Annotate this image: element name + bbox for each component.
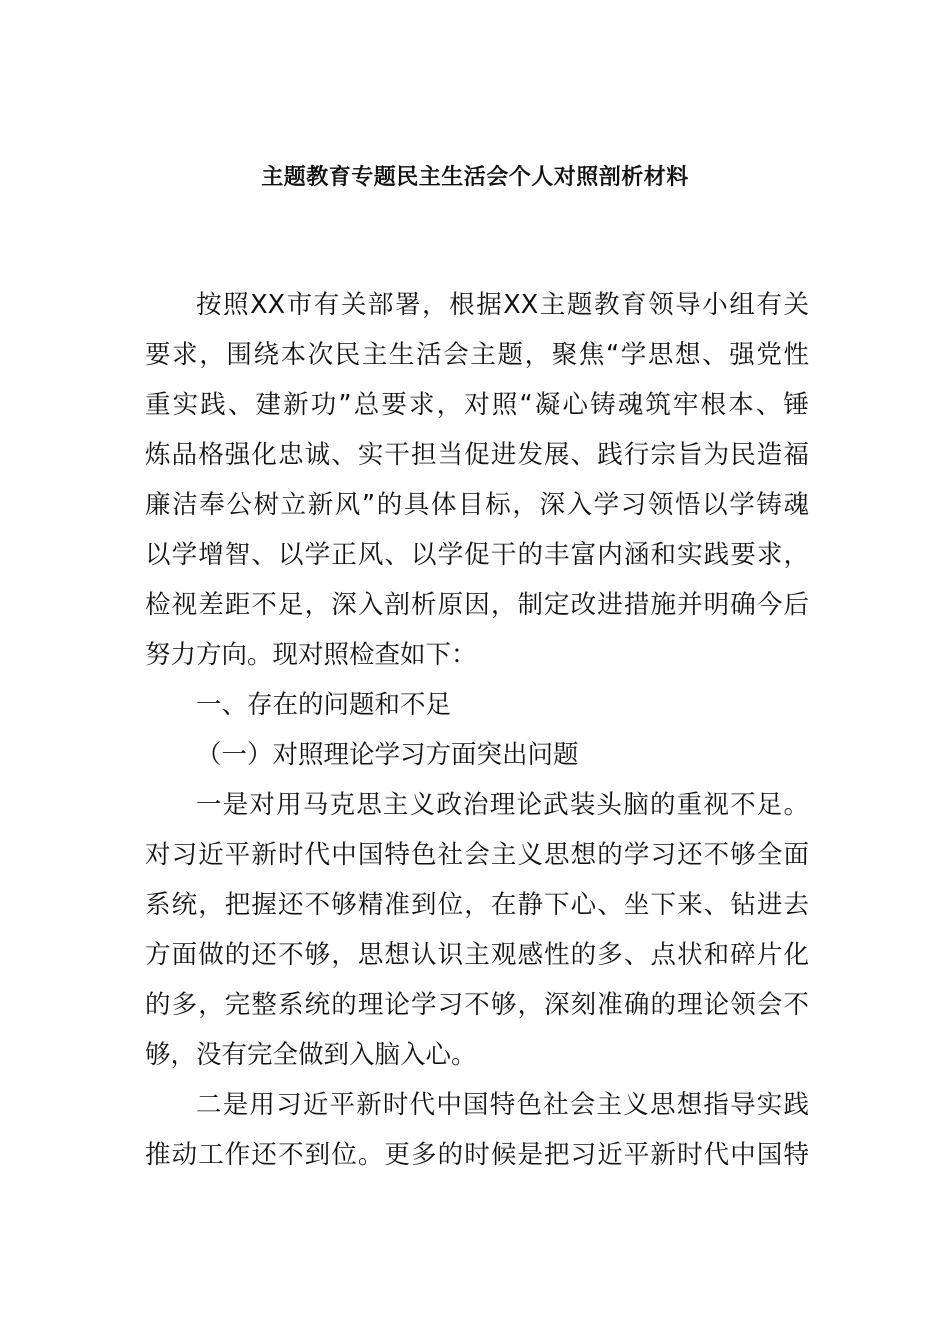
document-title: 主题教育专题民主生活会个人对照剖析材料	[261, 165, 689, 190]
paragraph-line: 努力方向。现对照检查如下：	[145, 640, 477, 670]
paragraph-line: 方面做的还不够，思想认识主观感性的多、点状和碎片化	[145, 940, 809, 970]
paragraph-line: 的多，完整系统的理论学习不够，深刻准确的理论领会不	[145, 990, 809, 1020]
subsection-heading: （一）对照理论学习方面突出问题	[196, 740, 579, 770]
paragraph-line: 以学增智、以学正风、以学促干的丰富内涵和实践要求，	[145, 540, 809, 570]
paragraph-line: 二是用习近平新时代中国特色社会主义思想指导实践	[196, 1090, 809, 1120]
paragraph-line: 检视差距不足，深入剖析原因，制定改进措施并明确今后	[145, 590, 809, 620]
section-heading: 一、存在的问题和不足	[196, 690, 452, 720]
paragraph-line: 炼品格强化忠诚、实干担当促进发展、践行宗旨为民造福	[145, 440, 809, 470]
paragraph-line: 推动工作还不到位。更多的时候是把习近平新时代中国特	[145, 1140, 809, 1170]
paragraph-line: 系统，把握还不够精准到位，在静下心、坐下来、钻进去	[145, 890, 809, 920]
paragraph-line: 廉洁奉公树立新风”的具体目标，深入学习领悟以学铸魂	[145, 490, 809, 520]
paragraph-line: 重实践、建新功”总要求，对照“凝心铸魂筑牢根本、锤	[145, 390, 809, 420]
paragraph-line: 对习近平新时代中国特色社会主义思想的学习还不够全面	[145, 840, 809, 870]
paragraph-line: 要求，围绕本次民主生活会主题，聚焦“学思想、强党性	[145, 340, 809, 370]
paragraph-line: 按照XX市有关部署，根据XX主题教育领导小组有关	[196, 290, 809, 320]
paragraph-line: 够，没有完全做到入脑入心。	[145, 1040, 477, 1070]
paragraph-line: 一是对用马克思主义政治理论武装头脑的重视不足。	[196, 790, 809, 820]
document-body	[145, 280, 809, 1180]
